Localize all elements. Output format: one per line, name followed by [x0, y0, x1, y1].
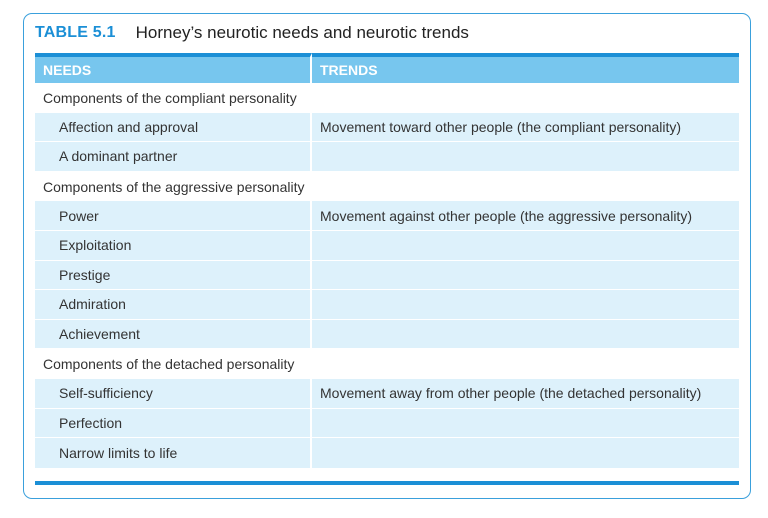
- category-row: [35, 349, 739, 379]
- need-cell: Achievement: [35, 320, 312, 350]
- trend-cell: Movement away from other people (the detached personality): [312, 379, 739, 409]
- table-title: Horney’s neurotic needs and neurotic trends: [135, 22, 469, 42]
- need-cell: Narrow limits to life: [35, 438, 312, 468]
- table-row: [35, 113, 739, 143]
- trend-cell: Movement toward other people (the compliant personality): [312, 113, 739, 143]
- need-cell: A dominant partner: [35, 142, 312, 172]
- category-label: Components of the detached personality: [35, 349, 739, 379]
- header-needs: NEEDS: [35, 53, 312, 83]
- trend-cell: [312, 320, 739, 350]
- category-label: Components of the aggressive personality: [35, 172, 739, 202]
- table-caption: [35, 14, 739, 51]
- table-row: [35, 320, 739, 350]
- need-cell: Affection and approval: [35, 113, 312, 143]
- table-row: [35, 379, 739, 409]
- header-trends: TRENDS: [312, 53, 739, 83]
- table-frame: [23, 13, 751, 499]
- need-cell: Perfection: [35, 409, 312, 439]
- table-row: [35, 409, 739, 439]
- need-cell: Power: [35, 201, 312, 231]
- need-cell: Self-sufficiency: [35, 379, 312, 409]
- trend-cell: [312, 261, 739, 291]
- trend-cell: [312, 231, 739, 261]
- trend-cell: Movement against other people (the aggressive personality): [312, 201, 739, 231]
- table-row: [35, 261, 739, 291]
- need-cell: Admiration: [35, 290, 312, 320]
- table-number: TABLE 5.1: [35, 23, 116, 41]
- table-bottom-rule: [35, 481, 739, 485]
- trend-cell: [312, 142, 739, 172]
- trend-cell: [312, 409, 739, 439]
- table-row: [35, 290, 739, 320]
- category-row: [35, 83, 739, 113]
- table-row: [35, 438, 739, 468]
- need-cell: Exploitation: [35, 231, 312, 261]
- table-row: [35, 142, 739, 172]
- category-row: [35, 172, 739, 202]
- trend-cell: [312, 438, 739, 468]
- category-label: Components of the compliant personality: [35, 83, 739, 113]
- trend-cell: [312, 290, 739, 320]
- table-row: [35, 231, 739, 261]
- need-cell: Prestige: [35, 261, 312, 291]
- needs-trends-table: [35, 53, 739, 468]
- table-row: [35, 201, 739, 231]
- header-row: [35, 53, 739, 83]
